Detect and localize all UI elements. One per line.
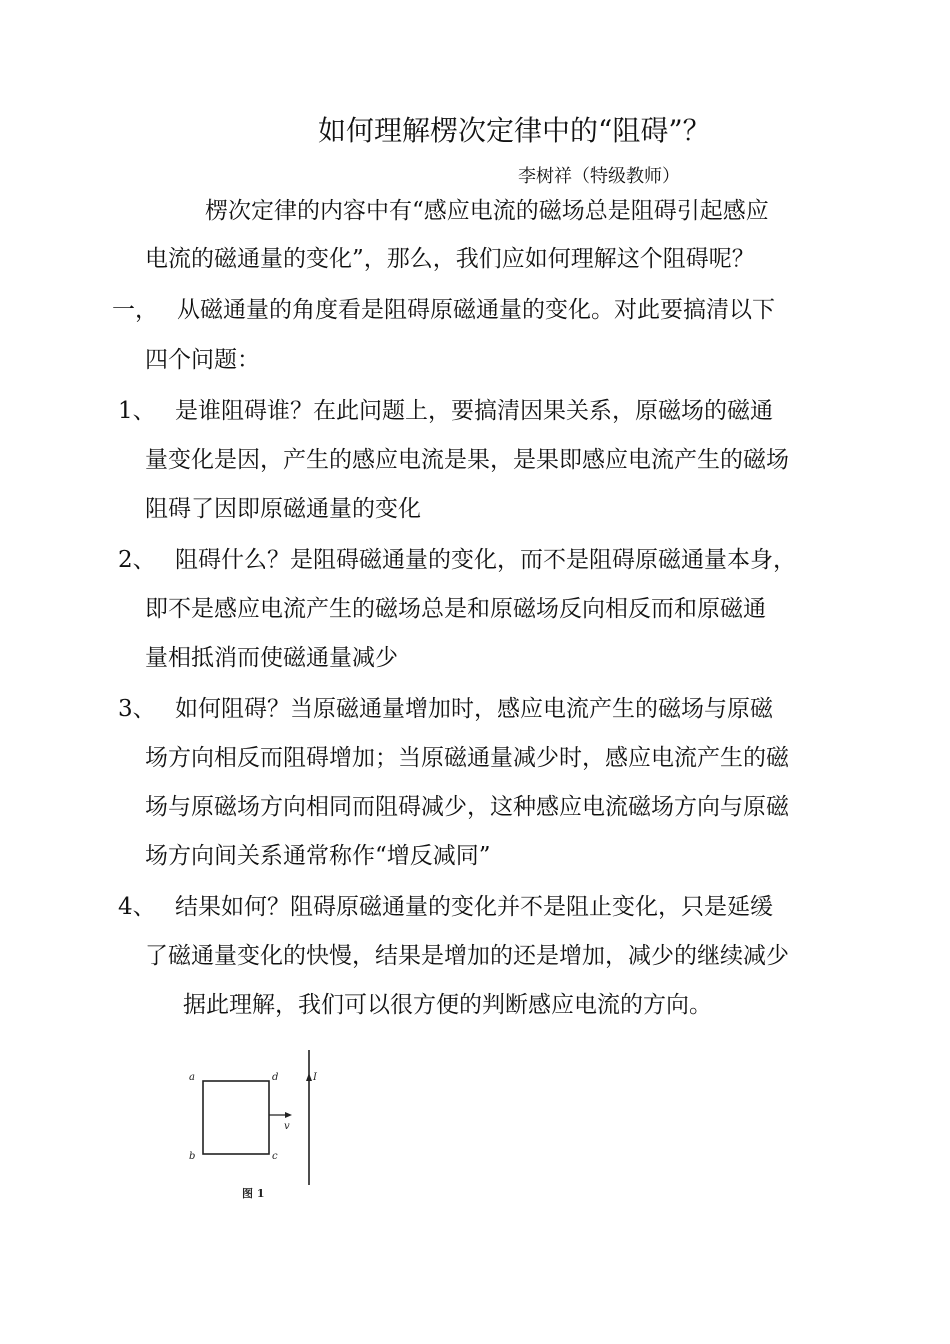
item-1-line-1: 是谁阻碍谁？在此问题上，要搞清因果关系，原磁场的磁通 xyxy=(175,398,773,424)
item-2-line-3: 量相抵消而使磁通量减少 xyxy=(145,645,398,671)
item-3-line-2: 场方向相反而阻碍增加；当原磁通量减少时，感应电流产生的磁 xyxy=(145,745,789,771)
item-3-line-4: 场方向间关系通常称作“增反减同” xyxy=(145,843,491,869)
intro-line-2: 电流的磁通量的变化”，那么，我们应如何理解这个阻碍呢？ xyxy=(145,246,755,272)
intro-line-1: 楞次定律的内容中有“感应电流的磁场总是阻碍引起感应 xyxy=(205,198,769,224)
author-line: 李树祥（特级教师） xyxy=(518,166,680,187)
conclusion-line: 据此理解，我们可以很方便的判断感应电流的方向。 xyxy=(183,992,712,1018)
item-1-marker: 1、 xyxy=(118,398,156,424)
item-2-line-1: 阻碍什么？是阻碍磁通量的变化，而不是阻碍原磁通量本身， xyxy=(175,547,796,573)
item-2-marker: 2、 xyxy=(118,547,156,573)
section-marker: 一， xyxy=(112,297,158,323)
velocity-arrowhead xyxy=(285,1112,292,1118)
item-4-marker: 4、 xyxy=(118,894,156,920)
label-c: c xyxy=(272,1151,278,1162)
item-3-line-1: 如何阻碍？当原磁通量增加时，感应电流产生的磁场与原磁 xyxy=(175,696,773,722)
figure-1 xyxy=(180,1045,330,1215)
page-title: 如何理解楞次定律中的“阻碍”？ xyxy=(318,114,711,147)
label-d: d xyxy=(272,1072,279,1083)
item-4-line-1: 结果如何？阻碍原磁通量的变化并不是阻止变化，只是延缓 xyxy=(175,894,773,920)
coil-loop xyxy=(203,1081,269,1154)
label-velocity: v xyxy=(284,1121,290,1132)
section-line-1: 从磁通量的角度看是阻碍原磁通量的变化。对此要搞清以下 xyxy=(177,297,775,323)
item-3-marker: 3、 xyxy=(118,696,156,722)
item-1-line-2: 量变化是因，产生的感应电流是果，是果即感应电流产生的磁场 xyxy=(145,447,789,473)
item-2-line-2: 即不是感应电流产生的磁场总是和原磁场反向相反而和原磁通 xyxy=(145,596,766,622)
label-b: b xyxy=(189,1151,196,1162)
item-3-line-3: 场与原磁场方向相同而阻碍减少，这种感应电流磁场方向与原磁 xyxy=(145,794,789,820)
figure-caption: 图 1 xyxy=(242,1187,265,1200)
section-line-2: 四个问题： xyxy=(145,347,260,373)
current-arrowhead xyxy=(306,1073,312,1081)
label-current: I xyxy=(313,1072,317,1083)
item-1-line-3: 阻碍了因即原磁通量的变化 xyxy=(145,496,421,522)
label-a: a xyxy=(189,1072,195,1083)
item-4-line-2: 了磁通量变化的快慢，结果是增加的还是增加，减少的继续减少 xyxy=(145,943,789,969)
